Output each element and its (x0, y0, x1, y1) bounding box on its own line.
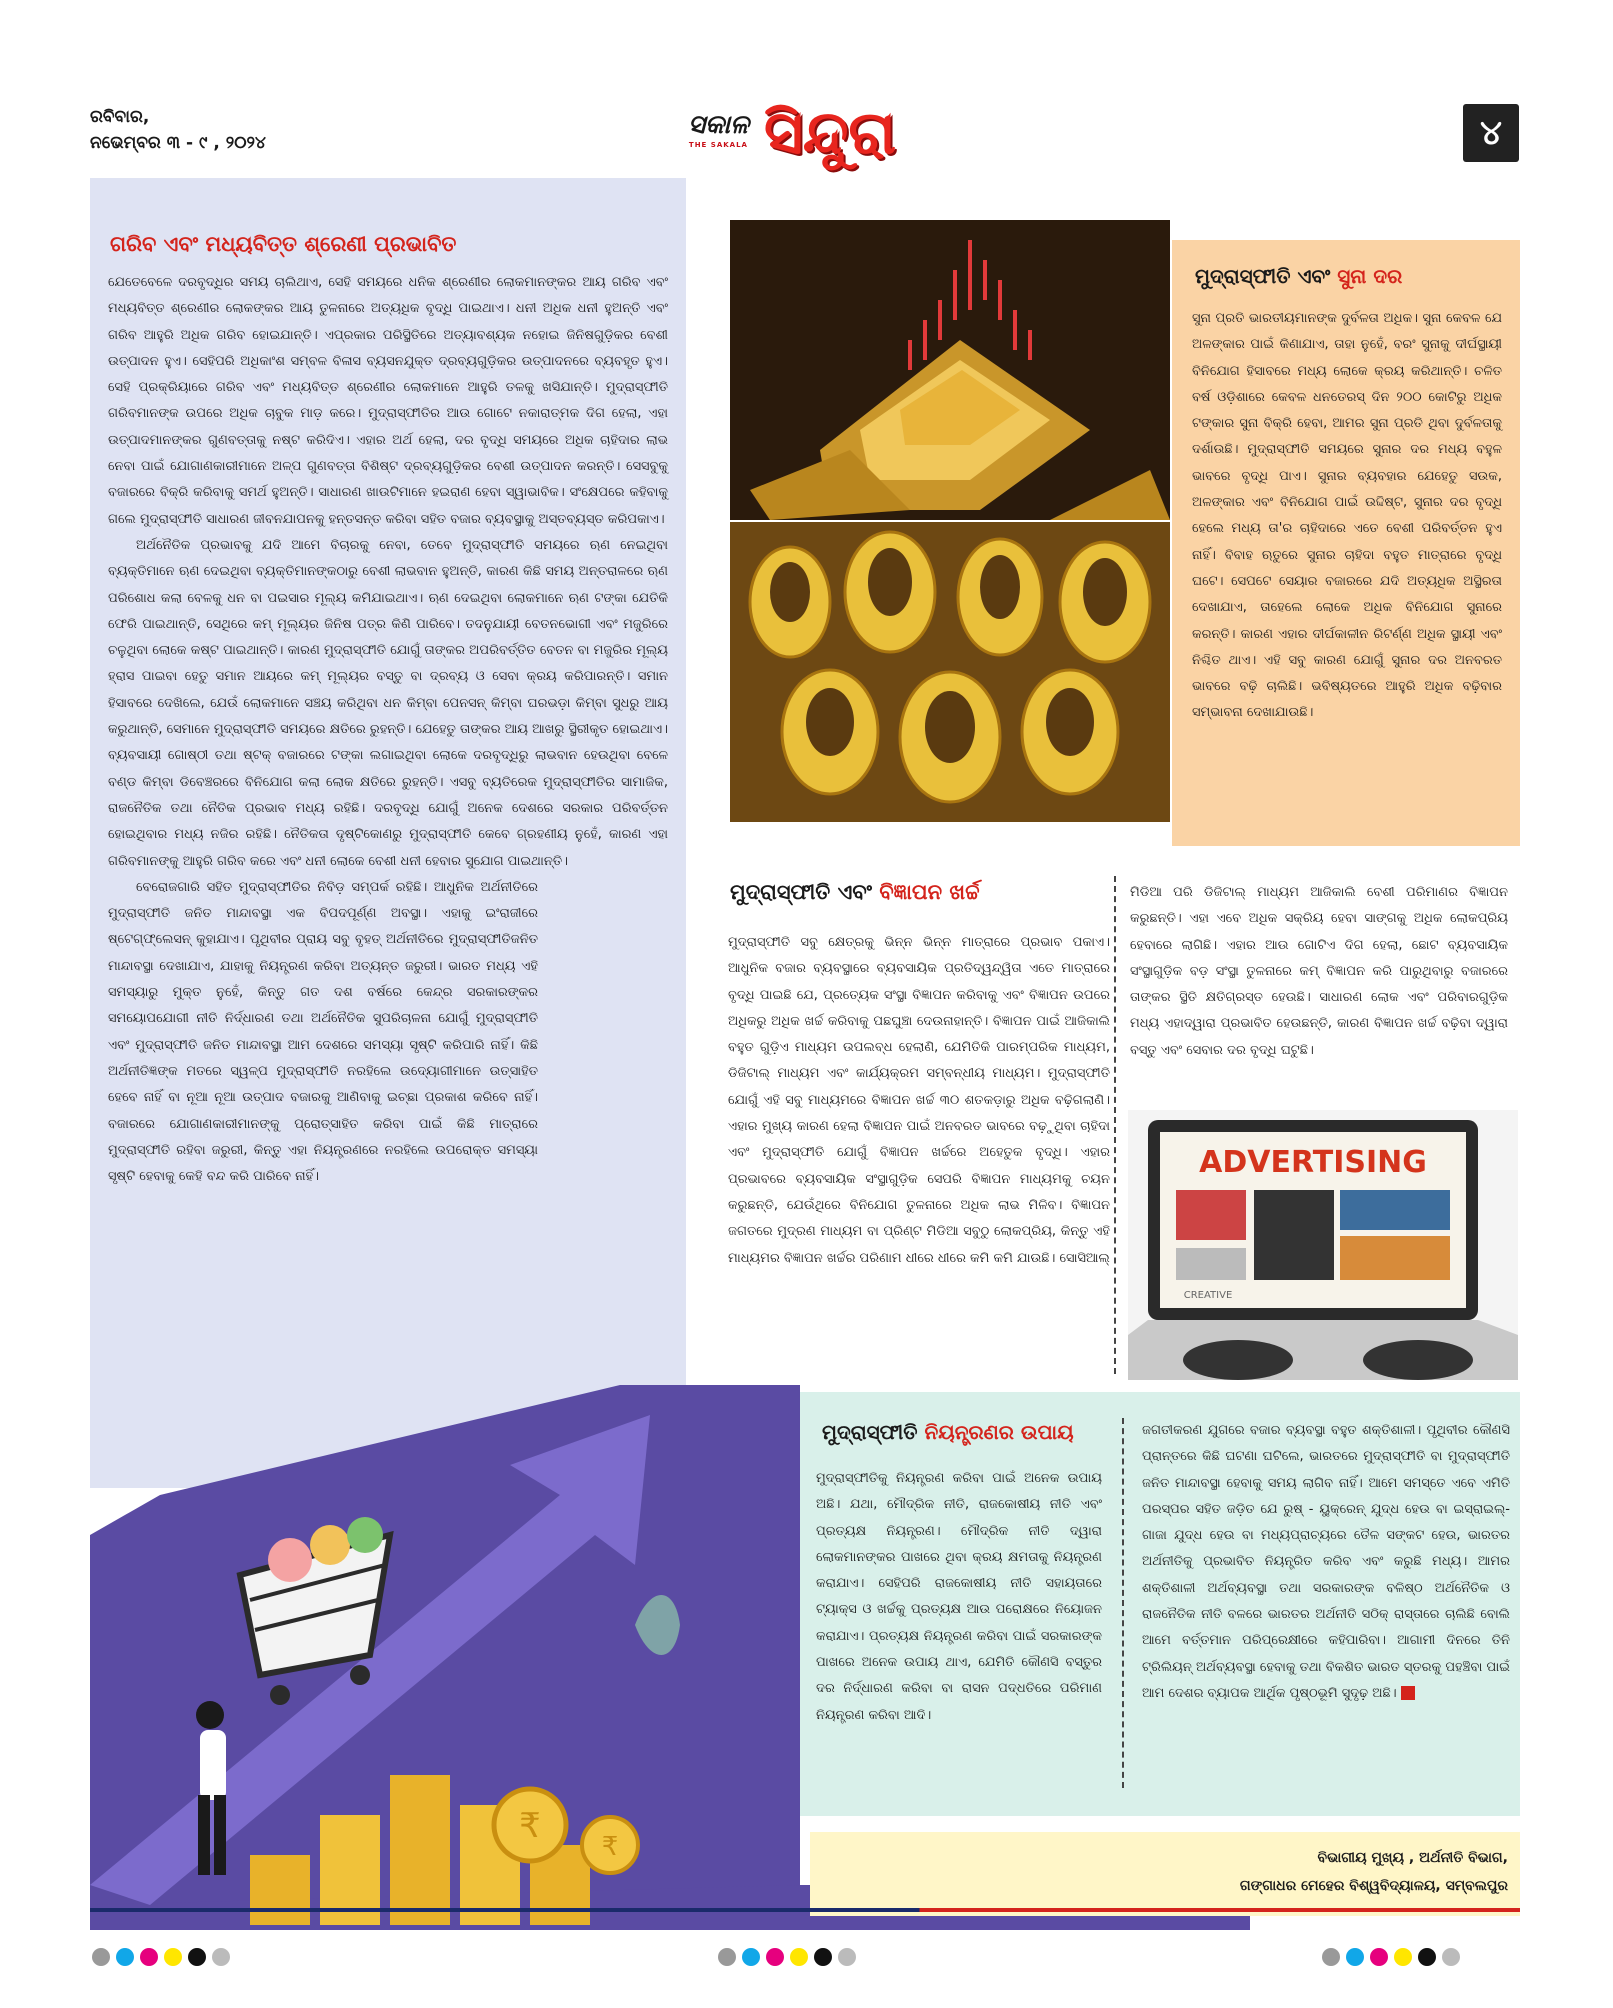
hand-icon (1183, 1340, 1293, 1380)
issue-date-range: ନଭେମ୍ବର ୩ - ୯ , ୨୦୨୪ (90, 133, 266, 153)
svg-text:₹: ₹ (519, 1806, 541, 1846)
page-number: ୪ (1463, 104, 1519, 162)
gold-jewellery-photo (730, 522, 1170, 822)
advertising-cost-body-left: ମୁଦ୍ରାସ୍ଫୀତି ସବୁ କ୍ଷେତ୍ରକୁ ଭିନ୍ନ ଭିନ୍ନ ମାତ୍ରାରେ ପ୍ରଭାବ ପକାଏ। ଆଧୁନିକ ବଜାର ବ୍ୟବସ୍ଥାରେ ବ୍ୟବସାୟିକ ପ୍ରତିଦ୍ୱନ୍ଦ୍ୱିତା ଏତେ ମାତ୍ରାରେ ବୃଦ୍ଧି ପାଇଛି ଯେ, ପ୍ରତ୍ୟେକ ସଂସ୍ଥା ବିଜ୍ଞାପନ କରିବାକୁ ଏବଂ ବିଜ୍ଞାପନ ଉପରେ ଅଧିକରୁ ଅଧିକ ଖର୍ଚ୍ଚ କରିବାକୁ ପଛଘୁଞ୍ଚା ଦେଉନାହାନ୍ତି। ବିଜ୍ଞାପନ ପାଇଁ ଆଜିକାଲି ବହୁତ ଗୁଡ଼ିଏ ମାଧ୍ୟମ ଉପଲବ୍ଧ ହେଲାଣି, ଯେମିତିକି ପାରମ୍ପରିକ ମାଧ୍ୟମ, ଡିଜିଟାଲ୍ ମାଧ୍ୟମ ଏବଂ କାର୍ଯ୍ୟକ୍ରମ ସମ୍ବନ୍ଧୀୟ ମାଧ୍ୟମ। ମୁଦ୍ରାସ୍ଫୀତି ଯୋଗୁଁ ଏହି ସବୁ ମାଧ୍ୟମରେ ବିଜ୍ଞାପନ ଖର୍ଚ୍ଚ ୩୦ ଶତକଡ଼ାରୁ ଅଧିକ ବଢ଼ିଗଲାଣି। ଏହାର ମୁଖ୍ୟ କାରଣ ହେଲା ବିଜ୍ଞାପନ ପାଇଁ ଅନବରତ ଭାବରେ ବଢ଼ୁଥିବା ଚାହିଦା ଏବଂ ମୁଦ୍ରାସ୍ଫୀତି ଯୋଗୁଁ ବିଜ୍ଞାପନ ଖର୍ଚ୍ଚରେ ଅହେତୁକ ବୃଦ୍ଧି। ଏହାର ପ୍ରଭାବରେ ବ୍ୟବସାୟିକ ସଂସ୍ଥାଗୁଡ଼ିକ ସେପରି ବିଜ୍ଞାପନ ମାଧ୍ୟମକୁ ଚୟନ କରୁଛନ୍ତି, ଯେଉଁଥିରେ ବିନିଯୋଗ ତୁଳନାରେ ଅଧିକ ଲାଭ ମିଳିବ। ବିଜ୍ଞାପନ ଜଗତରେ ମୁଦ୍ରଣ ମାଧ୍ୟମ ବା ପ୍ରିଣ୍ଟ ମିଡିଆ ସବୁଠୁ ଲୋକପ୍ରିୟ, କିନ୍ତୁ ଏହି ମାଧ୍ୟମର ବିଜ୍ଞାପନ ଖର୍ଚ୍ଚର ପରିଣାମ ଧୀରେ ଧୀରେ କମି କମି ଯାଉଛି। ସୋସିଆଲ୍ (728, 935, 1110, 1266)
left-article-para-1: ଯେତେବେଳେ ଦରବୃଦ୍ଧିର ସମୟ ଚାଲିଥାଏ, ସେହି ସମୟରେ ଧନିକ ଶ୍ରେଣୀର ଲୋକମାନଙ୍କର ଆୟ ଗରିବ ଏବଂ ମଧ୍ୟବିତ୍ତ ଶ୍ରେଣୀର ଲୋକଙ୍କର ଆୟ ତୁଳନାରେ ଅତ୍ୟଧିକ ବୃଦ୍ଧି ପାଇଥାଏ। ଧନୀ ଅଧିକ ଧନୀ ହୁଅନ୍ତି ଏବଂ ଗରିବ ଆହୁରି ଅଧିକ ଗରିବ ହୋଇଯାନ୍ତି। ଏପ୍ରକାର ପରିସ୍ଥିତିରେ ଅତ୍ୟାବଶ୍ୟକ ନହୋଇ ଜିନିଷଗୁଡ଼ିକର ବେଶୀ ଉତ୍ପାଦନ ହୁଏ। ସେହିପରି ଅଧିକାଂଶ ସମ୍ବଳ ବିଳାସ ବ୍ୟସନଯୁକ୍ତ ଦ୍ରବ୍ୟଗୁଡ଼ିକର ଉତ୍ପାଦନରେ ବ୍ୟବହୃତ ହୁଏ। ସେହି ପ୍ରକ୍ରିୟାରେ ଗରିବ ଏବଂ ମଧ୍ୟବିତ୍ତ ଶ୍ରେଣୀର ଲୋକମାନେ ଆହୁରି ତଳକୁ ଖସିଯାନ୍ତି। ମୁଦ୍ରାସ୍ଫୀତି ଗରିବମାନଙ୍କ ଉପରେ ଅଧିକ ଚାବୁକ ମାଡ଼ କରେ। ମୁଦ୍ରାସ୍ଫୀତିର ଆଉ ଗୋଟେ ନକାରାତ୍ମକ ଦିଗ ହେଲା, ଏହା ଉତ୍ପାଦମାନଙ୍କର ଗୁଣବତ୍ତାକୁ ନଷ୍ଟ କରିଦିଏ। ଏହାର ଅର୍ଥ ହେଲା, ଦର ବୃଦ୍ଧି ସମୟରେ ଅଧିକ ଚାହିଦାର ଲାଭ ନେବା ପାଇଁ ଯୋଗାଣକାରୀମାନେ ଅଳ୍ପ ଗୁଣବତ୍ତା ବିଶିଷ୍ଟ ଦ୍ରବ୍ୟଗୁଡ଼ିକର ବେଶୀ ଉତ୍ପାଦନ କରନ୍ତି। ସେସବୁକୁ ବଜାରରେ ବିକ୍ରି କରିବାକୁ ସମର୍ଥ ହୁଅନ୍ତି। ସାଧାରଣ ଖାଉଟିମାନେ ହଇରାଣ ହେବା ସ୍ୱାଭାବିକ। ସଂକ୍ଷେପରେ କହିବାକୁ ଗଲେ ମୁଦ୍ରାସ୍ଫୀତି ସାଧାରଣ ଜୀବନଯାପନକୁ ହନ୍ତସନ୍ତ କରିବା ସହିତ ବଜାର ବ୍ୟବସ୍ଥାକୁ ଅସ୍ତବ୍ୟସ୍ତ କରିପକାଏ। (108, 275, 668, 527)
sindura-logo: ସିନ୍ଦୁରା (763, 98, 897, 168)
gold-price-body: ସୁନା ପ୍ରତି ଭାରତୀୟମାନଙ୍କ ଦୁର୍ବଳତା ଅଧିକ। ସୁନା କେବଳ ଯେ ଅଳଙ୍କାର ପାଇଁ କିଣାଯାଏ, ତାହା ନୁହେଁ, ବରଂ ସୁନାକୁ ଦୀର୍ଘସ୍ଥାୟୀ ବିନିଯୋଗ ହିସାବରେ ମଧ୍ୟ ଲୋକେ କ୍ରୟ କରିଥାନ୍ତି। ଚଳିତ ବର୍ଷ ଓଡ଼ିଶାରେ କେବଳ ଧନତେରସ୍ ଦିନ ୨୦୦ କୋଟିରୁ ଅଧିକ ଟଙ୍କାର ସୁନା ବିକ୍ରି ହେବା, ଆମର ସୁନା ପ୍ରତି ଥିବା ଦୁର୍ବଳତାକୁ ଦର୍ଶାଉଛି। ମୁଦ୍ରାସ୍ଫୀତି ସମୟରେ ସୁନାର ଦର ମଧ୍ୟ ବହୁଳ ଭାବରେ ବୃଦ୍ଧି ପାଏ। ସୁନାର ବ୍ୟବହାର ଯେହେତୁ ସଉକ, ଅଳଙ୍କାର ଏବଂ ବିନିଯୋଗ ପାଇଁ ଉଦ୍ଦିଷ୍ଟ, ସୁନାର ଦର ବୃଦ୍ଧି ହେଲେ ମଧ୍ୟ ତା'ର ଚାହିଦାରେ ଏତେ ବେଶୀ ପରିବର୍ତ୍ତନ ହୁଏ ନାହିଁ। ବିବାହ ଋତୁରେ ସୁନାର ଚାହିଦା ବହୁତ ମାତ୍ରାରେ ବୃଦ୍ଧି ଘଟେ। ସେପଟେ ସେୟାର ବଜାରରେ ଯଦି ଅତ୍ୟଧିକ ଅସ୍ଥିରତା ଦେଖାଯାଏ, ତାହେଲେ ଲୋକେ ଅଧିକ ବିନିଯୋଗ ସୁନାରେ କରନ୍ତି। କାରଣ ଏହାର ଦୀର୍ଘକାଳୀନ ରିଟର୍ଣ୍ଣ ଅଧିକ ସ୍ଥାୟୀ ଏବଂ ନିଶ୍ଚିତ ଥାଏ। ଏହି ସବୁ କାରଣ ଯୋଗୁଁ ସୁନାର ଦର ଅନବରତ ଭାବରେ ବଢ଼ି ଚାଲିଛି। ଭବିଷ୍ୟତରେ ଆହୁରି ଅଧିକ ବଢ଼ିବାର ସମ୍ଭାବନା ଦେଖାଯାଉଛି। (1192, 311, 1502, 721)
left-article-heading: ଗରିବ ଏବଂ ମଧ୍ୟବିତ୍ତ ଶ୍ରେଣୀ ପ୍ରଭାବିତ (110, 232, 457, 256)
author-institution: ଗଙ୍ଗାଧର ମେହେର ବିଶ୍ୱବିଦ୍ୟାଳୟ, ସମ୍ବଲପୁର (1239, 1878, 1508, 1894)
footer-rule (90, 1908, 1520, 1912)
gold-price-heading: ମୁଦ୍ରାସ୍ଫୀତି ଏବଂ ସୁନା ଦର (1195, 264, 1403, 288)
gold-bars-photo (730, 220, 1170, 520)
advertising-laptop-photo (1128, 1110, 1518, 1380)
advertising-cost-body-right: ମିଡିଆ ପରି ଡିଜିଟାଲ୍ ମାଧ୍ୟମ ଆଜିକାଲି ବେଶୀ ପରିମାଣର ବିଜ୍ଞାପନ କରୁଛନ୍ତି। ଏହା ଏବେ ଅଧିକ ସକ୍ରିୟ ହେବା ସାଙ୍ଗକୁ ଅଧିକ ଲୋକପ୍ରିୟ ହେବାରେ ଲାଗିଛି। ଏହାର ଆଉ ଗୋଟିଏ ଦିଗ ହେଲା, ଛୋଟ ବ୍ୟବସାୟିକ ସଂସ୍ଥାଗୁଡ଼ିକ ବଡ଼ ସଂସ୍ଥା ତୁଳନାରେ କମ୍ ବିଜ୍ଞାପନ କରି ପାରୁଥିବାରୁ ବଜାରରେ ତାଙ୍କର ସ୍ଥିତି କ୍ଷତିଗ୍ରସ୍ତ ହେଉଛି। ସାଧାରଣ ଲୋକ ଏବଂ ପରିବାରଗୁଡ଼ିକ ମଧ୍ୟ ଏହାଦ୍ୱାରା ପ୍ରଭାବିତ ହେଉଛନ୍ତି, କାରଣ ବିଜ୍ଞାପନ ଖର୍ଚ୍ଚ ବଢ଼ିବା ଦ୍ୱାରା ବସ୍ତୁ ଏବଂ ସେବାର ଦର ବୃଦ୍ଧି ଘଟୁଛି। (1130, 885, 1508, 1058)
advertising-word: ADVERTISING (1199, 1145, 1427, 1180)
author-credit (910, 1844, 1508, 1900)
inflation-control-body-left: ମୁଦ୍ରାସ୍ଫୀତିକୁ ନିୟନ୍ତ୍ରଣ କରିବା ପାଇଁ ଅନେକ ଉପାୟ ଅଛି। ଯଥା, ମୌଦ୍ରିକ ନୀତି, ରାଜକୋଷୀୟ ନୀତି ଏବଂ ପ୍ରତ୍ୟକ୍ଷ ନିୟନ୍ତ୍ରଣ। ମୌଦ୍ରିକ ନୀତି ଦ୍ୱାରା ଲୋକମାନଙ୍କର ପାଖରେ ଥିବା କ୍ରୟ କ୍ଷମତାକୁ ନିୟନ୍ତ୍ରଣ କରାଯାଏ। ସେହିପରି ରାଜକୋଷୀୟ ନୀତି ସହାୟତାରେ ଟ୍ୟାକ୍ସ ଓ ଖର୍ଚ୍ଚକୁ ପ୍ରତ୍ୟକ୍ଷ ଆଉ ପରୋକ୍ଷରେ ନିୟୋଜନ କରାଯାଏ। ପ୍ରତ୍ୟକ୍ଷ ନିୟନ୍ତ୍ରଣ କରିବା ପାଇଁ ସରକାରଙ୍କ ପାଖରେ ଅନେକ ଉପାୟ ଥାଏ, ଯେମିତି କୌଣସି ବସ୍ତୁର ଦର ନିର୍ଦ୍ଧାରଣ କରିବା ବା ରାସନ ପଦ୍ଧତିରେ ପରିମାଣ ନିୟନ୍ତ୍ରଣ କରିବା ଆଦି। (816, 1471, 1102, 1723)
sakala-logo: ସକାଳ THE SAKALA (688, 110, 749, 149)
advertising-cost-heading: ମୁଦ୍ରାସ୍ଫୀତି ଏବଂ ବିଜ୍ଞାପନ ଖର୍ଚ୍ଚ (730, 880, 980, 904)
column-divider (1122, 1418, 1124, 1788)
inflation-control-heading: ମୁଦ୍ରାସ୍ଫୀତି ନିୟନ୍ତ୍ରଣର ଉପାୟ (822, 1420, 1074, 1444)
registration-marks-left (92, 1946, 236, 1966)
left-article-para-3: ବେରୋଜଗାରି ସହିତ ମୁଦ୍ରାସ୍ଫୀତିର ନିବିଡ଼ ସମ୍ପର୍କ ରହିଛି। ଆଧୁନିକ ଅର୍ଥନୀତିରେ ମୁଦ୍ରାସ୍ଫୀତି ଜନିତ ମାନ୍ଦାବସ୍ଥା ଏକ ବିପଦପୂର୍ଣ୍ଣ ଅବସ୍ଥା। ଏହାକୁ ଇଂରାଜୀରେ ଷ୍ଟେଗ୍‌ଫ୍ଲେସନ୍ କୁହାଯାଏ। ପୃଥିବୀର ପ୍ରାୟ ସବୁ ବୃହତ୍ ଅର୍ଥନୀତିରେ ମୁଦ୍ରାସ୍ଫୀତିଜନିତ ମାନ୍ଦାବସ୍ଥା ଦେଖାଯାଏ, ଯାହାକୁ ନିୟନ୍ତ୍ରଣ କରିବା ଅତ୍ୟନ୍ତ ଜରୁରୀ। ଭାରତ ମଧ୍ୟ ଏହି ସମସ୍ୟାରୁ ମୁକ୍ତ ନୁହେଁ, କିନ୍ତୁ ଗତ ଦଶ ବର୍ଷରେ କେନ୍ଦ୍ର ସରକାରଙ୍କର ସମୟୋପଯୋଗୀ ନୀତି ନିର୍ଦ୍ଧାରଣ ତଥା ଅର୍ଥନୈତିକ ସୁପରିଚାଳନା ଯୋଗୁଁ ମୁଦ୍ରାସ୍ଫୀତି ଏବଂ ମୁଦ୍ରାସ୍ଫୀତି ଜନିତ ମାନ୍ଦାବସ୍ଥା ଆମ ଦେଶରେ ସମସ୍ୟା ସୃଷ୍ଟି କରିପାରି ନାହିଁ। କିଛି ଅର୍ଥନୀତିଜ୍ଞଙ୍କ ମତରେ ସ୍ୱଳ୍ପ ମୁଦ୍ରାସ୍ଫୀତି ନରହିଲେ ଉଦ୍ୟୋଗୀମାନେ ଉତ୍ସାହିତ ହେବେ ନାହିଁ ବା ନୂଆ ନୂଆ ଉତ୍ପାଦ ବଜାରକୁ ଆଣିବାକୁ ଇଚ୍ଛା ପ୍ରକାଶ କରିବେ ନାହିଁ। ବଜାରରେ ଯୋଗାଣକାରୀମାନଙ୍କୁ ପ୍ରୋତ୍ସାହିତ କରିବା ପାଇଁ କିଛି ମାତ୍ରାରେ ମୁଦ୍ରାସ୍ଫୀତି ରହିବା ଜରୁରୀ, କିନ୍ତୁ ଏହା ନିୟନ୍ତ୍ରଣରେ ନରହିଲେ ଉପରୋକ୍ତ ସମସ୍ୟା ସୃଷ୍ଟି ହେବାକୁ କେହି ବନ୍ଦ କରି ପାରିବେ ନାହିଁ। (108, 879, 538, 1185)
column-divider (1114, 876, 1116, 1374)
issue-day: ରବିବାର, (90, 107, 150, 127)
inflation-control-body-right: ଜଗତୀକରଣ ଯୁଗରେ ବଜାର ବ୍ୟବସ୍ଥା ବହୁତ ଶକ୍ତିଶାଳୀ। ପୃଥିବୀର କୌଣସି ପ୍ରାନ୍ତରେ କିଛି ଘଟଣା ଘଟିଲେ, ଭାରତରେ ମୁଦ୍ରାସ୍ଫୀତି ବା ମୁଦ୍ରାସ୍ଫୀତି ଜନିତ ମାନ୍ଦାବସ୍ଥା ହେବାକୁ ସମୟ ଲାଗିବ ନାହିଁ। ଆମେ ସମସ୍ତେ ଏବେ ଏମିତି ପରସ୍ପର ସହିତ ଜଡ଼ିତ ଯେ ରୁଷ୍ - ୟୁକ୍ରେନ୍ ଯୁଦ୍ଧ ହେଉ ବା ଇସ୍ରାଇଲ୍-ଗାଜା ଯୁଦ୍ଧ ହେଉ ବା ମଧ୍ୟପ୍ରାଚ୍ୟରେ ତୈଳ ସଙ୍କଟ ହେଉ, ଭାରତର ଅର୍ଥନୀତିକୁ ପ୍ରଭାବିତ ନିୟନ୍ତ୍ରିତ କରିବ ଏବଂ କରୁଛି ମଧ୍ୟ। ଆମର ଶକ୍ତିଶାଳୀ ଅର୍ଥବ୍ୟବସ୍ଥା ତଥା ସରକାରଙ୍କ ବଳିଷ୍ଠ ଅର୍ଥନୈତିକ ଓ ରାଜନୈତିକ ନୀତି ବଳରେ ଭାରତର ଅର୍ଥନୀତି ସଠିକ୍ ରାସ୍ତାରେ ଚାଲିଛି ବୋଲି ଆମେ ବର୍ତ୍ତମାନ ପରିପ୍ରେକ୍ଷୀରେ କହିପାରିବା। ଆଗାମୀ ଦିନରେ ତିନି ଟ୍ରିଲିୟନ୍ ଅର୍ଥବ୍ୟବସ୍ଥା ହେବାକୁ ତଥା ବିକଶିତ ଭାରତ ସ୍ତରକୁ ପହଞ୍ଚିବା ପାଇଁ ଆମ ଦେଶର ବ୍ୟାପକ ଆର୍ଥିକ ପୃଷ୍ଠଭୂମି ସୁଦୃଢ଼ ଅଛି। (1142, 1423, 1510, 1701)
left-article-para-2: ଅର୍ଥନୈତିକ ପ୍ରଭାବକୁ ଯଦି ଆମେ ବିଚାରକୁ ନେବା, ତେବେ ମୁଦ୍ରାସ୍ଫୀତି ସମୟରେ ଋଣ ନେଇଥିବା ବ୍ୟକ୍ତିମାନେ ଋଣ ଦେଇଥିବା ବ୍ୟକ୍ତିମାନଙ୍କଠାରୁ ବେଶୀ ଲାଭବାନ ହୁଅନ୍ତି, କାରଣ କିଛି ସମୟ ଅନ୍ତରାଳରେ ଋଣ ପରିଶୋଧ କଲା ବେଳକୁ ଧନ ବା ପଇସାର ମୂଲ୍ୟ କମିଯାଇଥାଏ। ଋଣ ଦେଇଥିବା ଲୋକମାନେ ଋଣ ଟଙ୍କା ଯେତିକି ଫେରି ପାଇଥାନ୍ତି, ସେଥିରେ କମ୍ ମୂଲ୍ୟର ଜିନିଷ ପତ୍ର କିଣି ପାରିବେ। ତଦନୁଯାୟୀ ବେତନଭୋଗୀ ଏବଂ ମଜୁରିରେ ଚଳୁଥିବା ଲୋକେ କଷ୍ଟ ପାଇଥାନ୍ତି। କାରଣ ମୁଦ୍ରାସ୍ଫୀତି ଯୋଗୁଁ ତାଙ୍କର ଅପରିବର୍ତ୍ତିତ ବେତନ ବା ମଜୁରିର ମୂଲ୍ୟ ହ୍ରାସ ପାଇବା ହେତୁ ସମାନ ଆୟରେ କମ୍ ମୂଲ୍ୟର ବସ୍ତୁ ବା ଦ୍ରବ୍ୟ ଓ ସେବା କ୍ରୟ କରିପାରନ୍ତି। ସମାନ ହିସାବରେ ଦେଖିଲେ, ଯେଉଁ ଲୋକମାନେ ସଞ୍ଚୟ କରିଥିବା ଧନ କିମ୍ବା ପେନସନ୍ କିମ୍ବା ଘରଭଡ଼ା କିମ୍ବା ସୁଧରୁ ଆୟ କରୁଥାନ୍ତି, ସେମାନେ ମୁଦ୍ରାସ୍ଫୀତି ସମୟରେ କ୍ଷତିରେ ରୁହନ୍ତି। ଯେହେତୁ ତାଙ୍କର ଆୟ ଆଖରୁ ସ୍ଥିରୀକୃତ ହୋଇଥାଏ। ବ୍ୟବସାୟୀ ଗୋଷ୍ଠୀ ତଥା ଷ୍ଟକ୍ ବଜାରରେ ଟଙ୍କା ଲଗାଇଥିବା ଲୋକେ ଦରବୃଦ୍ଧିରୁ ଲାଭବାନ ହେଉଥିବା ବେଳେ ବଣ୍ଡ କିମ୍ବା ଡିବେଞ୍ଚରରେ ବିନିଯୋଗ କଲା ଲୋକ କ୍ଷତିରେ ରୁହନ୍ତି। ଏସବୁ ବ୍ୟତିରେକ ମୁଦ୍ରାସ୍ଫୀତିର ସାମାଜିକ, ରାଜନୈତିକ ତଥା ନୈତିକ ପ୍ରଭାବ ମଧ୍ୟ ରହିଛି। ଦରବୃଦ୍ଧି ଯୋଗୁଁ ଅନେକ ଦେଶରେ ସରକାର ପରିବର୍ତ୍ତନ ହୋଇଥିବାର ମଧ୍ୟ ନଜିର ରହିଛି। ନୈତିକତା ଦୃଷ୍ଟିକୋଣରୁ ମୁଦ୍ରାସ୍ଫୀତି କେବେ ଗ୍ରହଣୀୟ ନୁହେଁ, କାରଣ ଏହା ଗରିବମାନଙ୍କୁ ଆହୁରି ଗରିବ କରେ ଏବଂ ଧନୀ ଲୋକେ ବେଶୀ ଧନୀ ହେବାର ସୁଯୋଗ ପାଇଥାନ୍ତି। (108, 537, 668, 869)
end-mark-icon (1401, 1686, 1415, 1700)
masthead (688, 96, 896, 170)
svg-text:CREATIVE: CREATIVE (1183, 1290, 1233, 1301)
svg-text:₹: ₹ (601, 1832, 619, 1862)
issue-date (90, 104, 266, 156)
registration-marks-center (718, 1946, 862, 1966)
left-article-body (108, 270, 668, 1190)
registration-marks-right (1322, 1946, 1466, 1966)
author-designation: ବିଭାଗୀୟ ମୁଖ୍ୟ , ଅର୍ଥନୀତି ବିଭାଗ, (1317, 1850, 1508, 1866)
